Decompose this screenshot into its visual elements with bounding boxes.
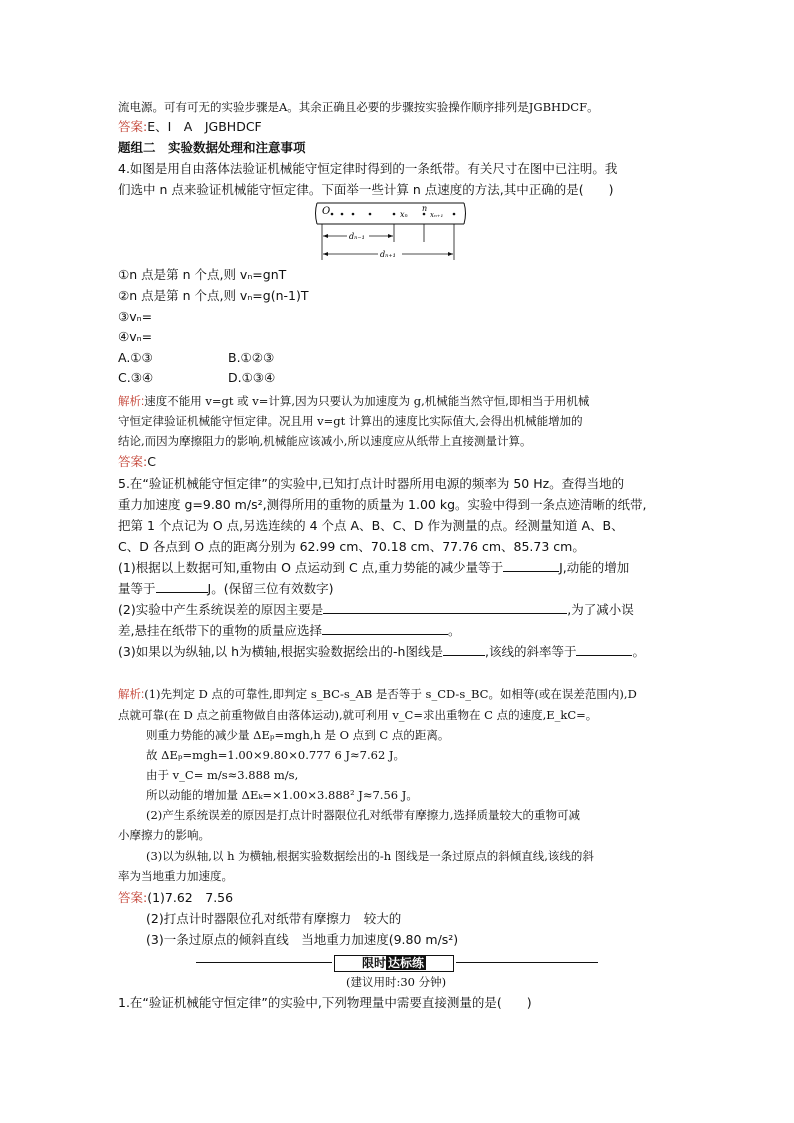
answer-blank <box>503 559 559 572</box>
q5-explanation-8: 小摩擦力的影响。 <box>118 828 210 842</box>
tape-dot <box>423 213 426 216</box>
answer-blank <box>323 601 567 614</box>
q4-explanation-2: 守恒定律验证机械能守恒定律。况且用 v=gt 计算出的速度比实际值大,会得出机械能增加的 <box>118 414 583 428</box>
part1-text: J。(保留三位有效数字) <box>207 581 334 596</box>
q5-answer-3: (3)一条过原点的倾斜直线 当地重力加速度(9.80 m/s²) <box>146 932 459 947</box>
section-tag <box>334 955 454 972</box>
q5-part2-line2 <box>118 622 461 640</box>
answer-label: 答案: <box>118 119 148 134</box>
q5-stem-1: 5.在“验证机械能守恒定律”的实验中,已知打点计时器所用电源的频率为 50 Hz。查得当地的 <box>118 476 625 491</box>
label-dn-1: dₙ₋₁ <box>349 232 365 241</box>
q5-explanation-3: 则重力势能的减少量 ΔEₚ=mgh,h 是 O 点到 C 点的距离。 <box>146 728 450 742</box>
q5-explanation-7: (2)产生系统误差的原因是打点计时器限位孔对纸带有摩擦力,选择质量较大的重物可减 <box>146 808 580 822</box>
tape-dot <box>341 213 344 216</box>
tape-dot <box>393 213 396 216</box>
section-tag-a: 限时 <box>361 956 386 970</box>
q5-part1-line1 <box>118 559 629 577</box>
q4-stem-line2: 们选中 n 点来验证机械能守恒定律。下面举一些计算 n 点速度的方法,其中正确的是( ) <box>118 182 614 197</box>
q5-part2-line1 <box>118 601 634 619</box>
section-tag-b: 达标练 <box>388 956 425 970</box>
q5-explanation-1 <box>118 685 637 704</box>
q5-explanation-10: 率为当地重力加速度。 <box>118 869 233 883</box>
explanation-label: 解析: <box>118 396 145 408</box>
label-O: O <box>322 206 331 217</box>
part2-text: (2)实验中产生系统误差的原因主要是 <box>118 602 324 617</box>
q4-answer <box>118 453 156 471</box>
part3-text: 。 <box>632 644 645 659</box>
q4-stem-line1: 4.如图是用自由落体法验证机械能守恒定律时得到的一条纸带。有关尺寸在图中已注明。我 <box>118 161 618 176</box>
q4-choice-a: A.①③ <box>118 350 153 365</box>
q4-option-4: ④vₙ= <box>118 329 153 344</box>
section-header <box>196 955 598 971</box>
q4-choice-d: D.①③④ <box>228 370 276 385</box>
q4-choice-b: B.①②③ <box>228 350 275 365</box>
part3-text: (3)如果以为纵轴,以 h为横轴,根据实验数据绘出的-h图线是 <box>118 644 443 659</box>
tape-dot <box>453 213 456 216</box>
answer-blank <box>443 643 485 656</box>
part2-text: ,为了减小误 <box>567 602 634 617</box>
q5-explanation-5: 由于 v_C= m/s≈3.888 m/s, <box>146 768 299 782</box>
answer-label: 答案: <box>118 454 148 469</box>
answer-text: C <box>147 454 156 469</box>
label-dn+1: dₙ₊₁ <box>380 250 396 259</box>
label-n: n <box>422 204 428 213</box>
paper-tape-figure <box>314 200 470 264</box>
part1-text: 量等于 <box>118 581 156 596</box>
q5-answer-2: (2)打点计时器限位孔对纸带有摩擦力 较大的 <box>146 911 402 926</box>
q5-stem-2: 重力加速度 g=9.80 m/s²,测得所用的重物的质量为 1.00 kg。实验中得到一条点迹清晰的纸带, <box>118 497 647 512</box>
answer-label: 答案: <box>118 890 148 905</box>
answer-blank <box>576 643 632 656</box>
q5-part3 <box>118 643 645 661</box>
group-title: 题组二 实验数据处理和注意事项 <box>118 140 306 155</box>
q5-explanation-6: 所以动能的增加量 ΔEₖ=×1.00×3.888² J≈7.56 J。 <box>146 788 418 802</box>
label-xn: xₙ <box>400 210 408 219</box>
answer-text: E、I A JGBHDCF <box>147 119 262 134</box>
continued-text: 流电源。可有可无的实验步骤是A。其余正确且必要的步骤按实验操作顺序排列是JGBHDCF。 <box>118 100 599 114</box>
part2-text: 差,悬挂在纸带下的重物的质量应选择 <box>118 623 322 638</box>
q4-explanation-3: 结论,而因为摩擦阻力的影响,机械能应该减小,所以速度应从纸带上直接测量计算。 <box>118 434 532 448</box>
part1-text: J,动能的增加 <box>559 560 630 575</box>
q4-option-1: ①n 点是第 n 个点,则 vₙ=gnT <box>118 267 287 282</box>
tape-dot <box>331 213 334 216</box>
explanation-text: (1)先判定 D 点的可靠性,即判定 s_BC-s_AB 是否等于 s_CD-s_BC。如相等(或在误差范围内),D <box>144 687 637 701</box>
explanation-label: 解析: <box>118 689 145 701</box>
q5-stem-3: 把第 1 个点记为 O 点,另选连续的 4 个点 A、B、C、D 作为测量的点。经测量知道 A、B、 <box>118 518 624 533</box>
q5-answer-1 <box>118 889 233 907</box>
answer-line <box>118 118 262 136</box>
part3-text: ,该线的斜率等于 <box>484 644 577 659</box>
part2-text: 。 <box>447 623 461 638</box>
q1-stem: 1.在“验证机械能守恒定律”的实验中,下列物理量中需要直接测量的是( ) <box>118 995 532 1010</box>
q4-option-2: ②n 点是第 n 个点,则 vₙ=g(n-1)T <box>118 288 309 303</box>
answer-blank <box>156 580 208 593</box>
answer-text: (1)7.62 7.56 <box>147 890 234 905</box>
q5-explanation-2: 点就可靠(在 D 点之前重物做自由落体运动),就可利用 v_C=求出重物在 C 点的速度,E_kC=。 <box>118 708 598 722</box>
q4-explanation-1 <box>118 392 589 411</box>
q5-explanation-4: 故 ΔEₚ=mgh=1.00×9.80×0.777 6 J≈7.62 J。 <box>146 748 406 762</box>
answer-blank <box>322 622 448 635</box>
part1-text: (1)根据以上数据可知,重物由 O 点运动到 C 点,重力势能的减少量等于 <box>118 560 504 575</box>
label-xn1: xₙ₊₁ <box>430 211 444 219</box>
q5-part1-line2 <box>118 580 333 598</box>
q4-option-3: ③vₙ= <box>118 309 153 324</box>
suggested-time: (建议用时:30 分钟) <box>346 975 447 989</box>
explanation-text: 速度不能用 v=gt 或 v=计算,因为只要认为加速度为 g,机械能当然守恒,即相当于用机械 <box>144 394 590 408</box>
q5-stem-4: C、D 各点到 O 点的距离分别为 62.99 cm、70.18 cm、77.76 cm、85.73 cm。 <box>118 539 585 554</box>
q4-choice-c: C.③④ <box>118 370 154 385</box>
tape-dot <box>369 213 372 216</box>
q5-explanation-9: (3)以为纵轴,以 h 为横轴,根据实验数据绘出的-h 图线是一条过原点的斜倾直线,该线的斜 <box>146 849 594 863</box>
tape-dot <box>352 213 355 216</box>
